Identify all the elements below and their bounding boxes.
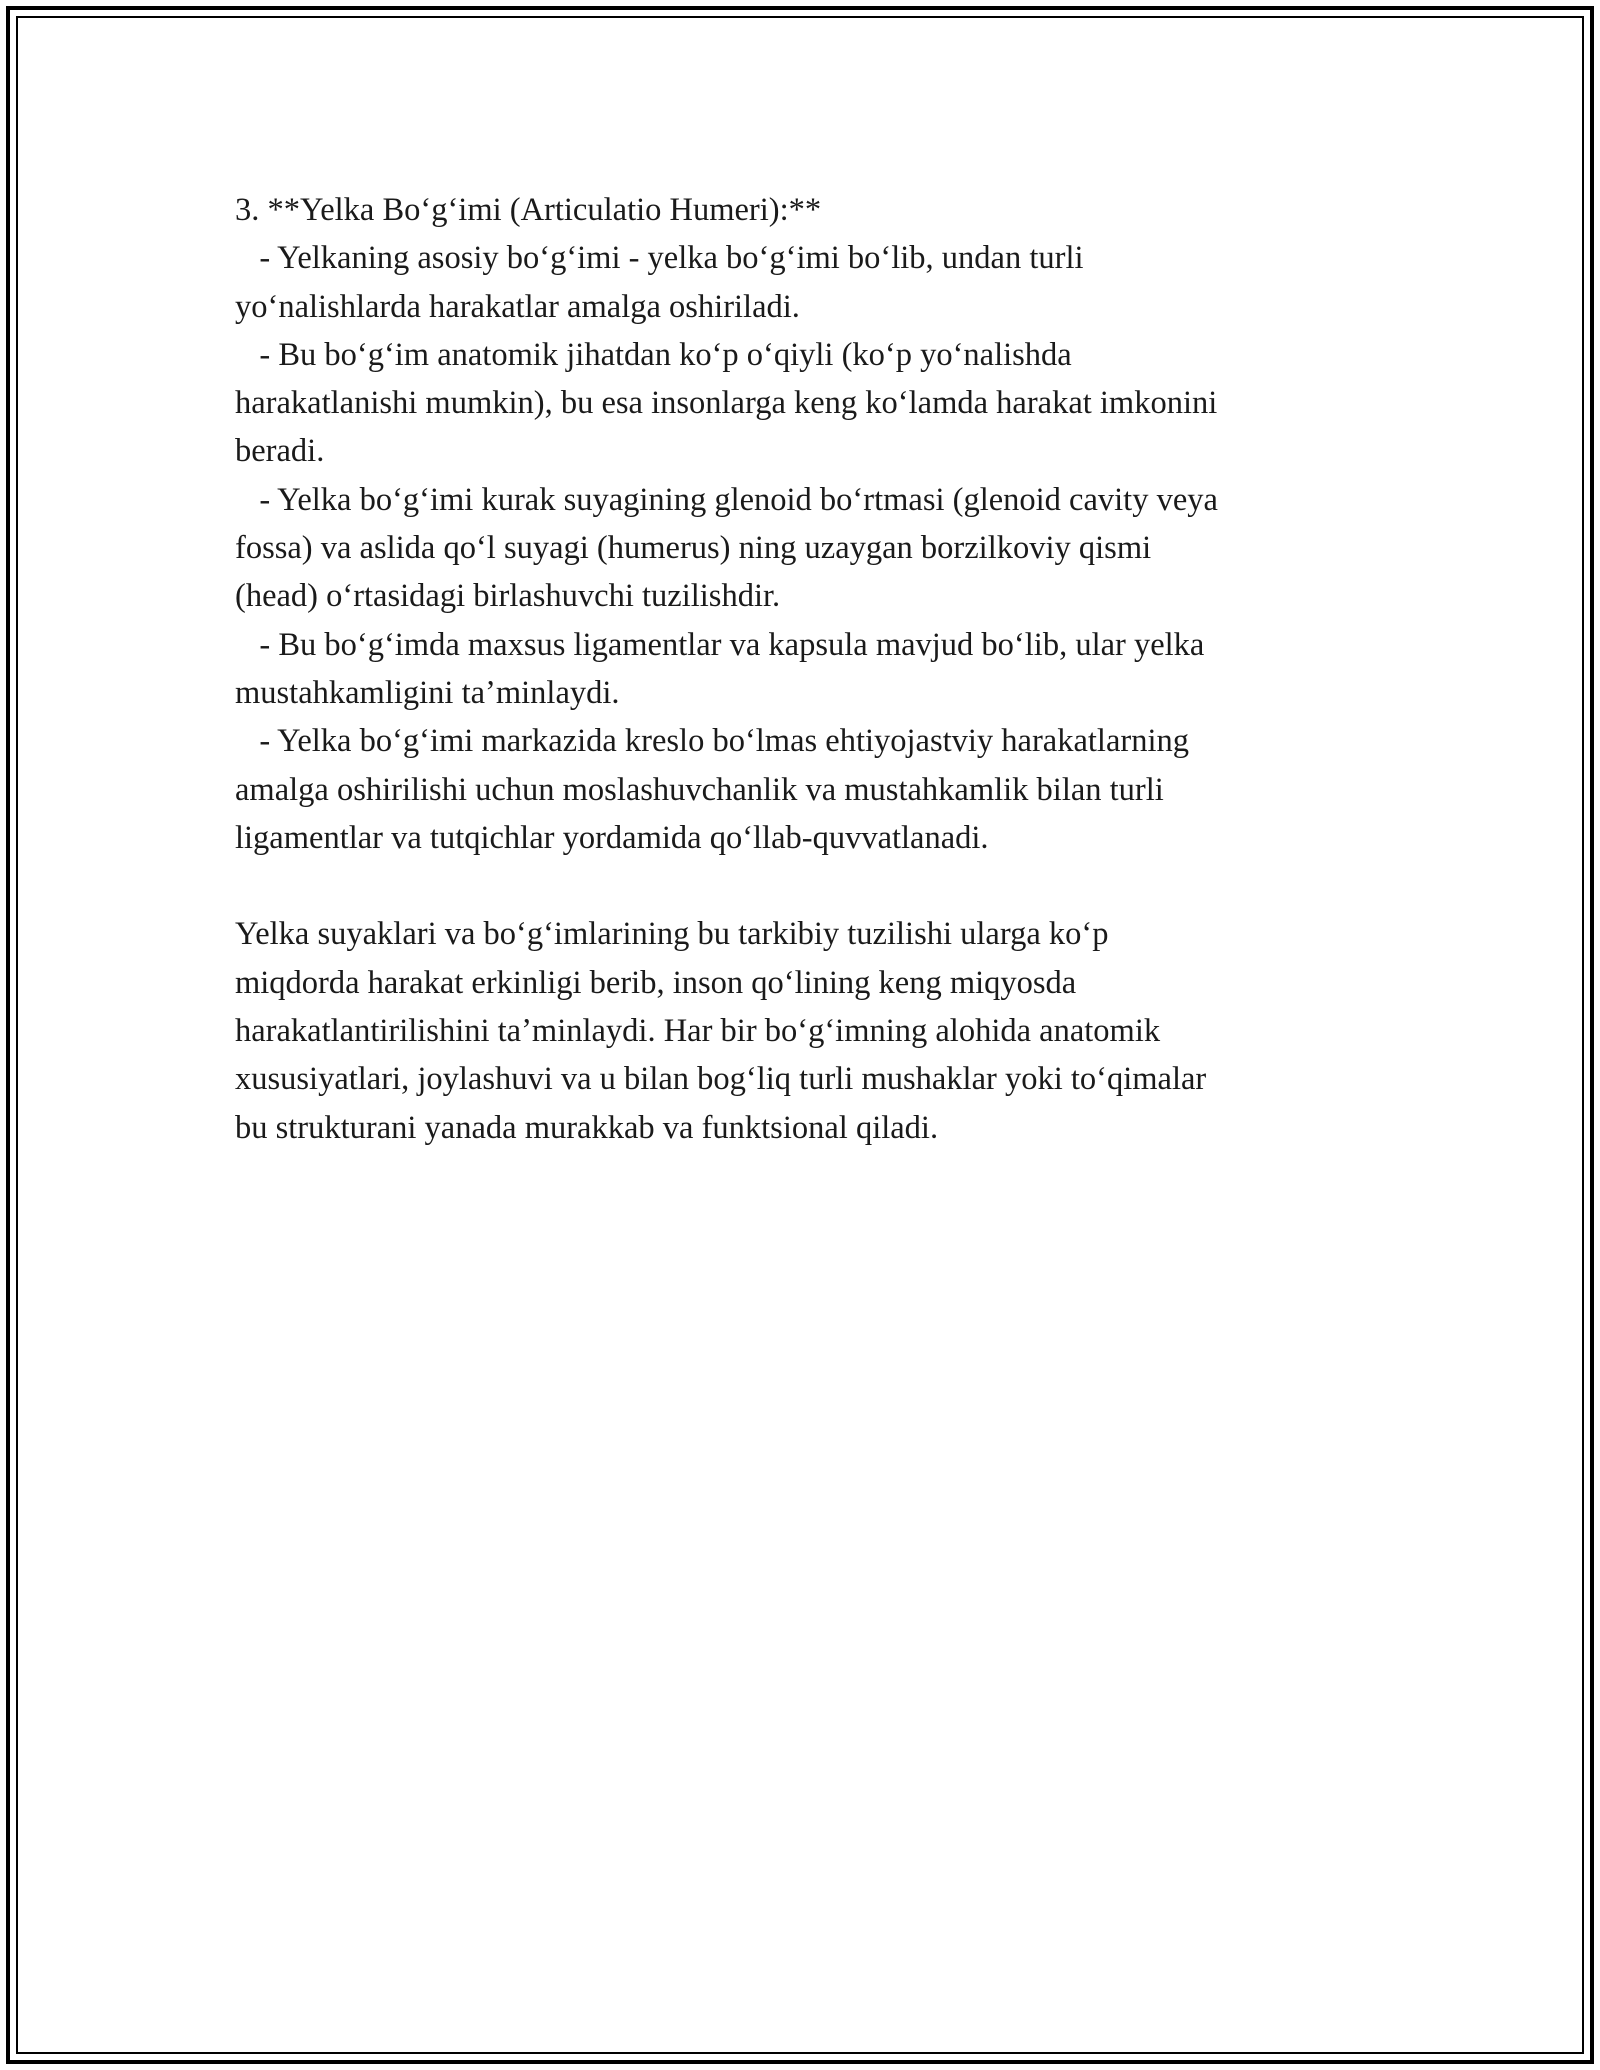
summary-text-line: xususiyatlari, joylashuvi va u bilan bogʻliq turli mushaklar yoki toʻqimalar xyxy=(235,1061,1207,1098)
bullet-text-line: fossa) va aslida qoʻl suyagi (humerus) ning uzaygan borzilkoviy qismi xyxy=(235,530,1152,567)
bullet-text-line: (head) oʻrtasidagi birlashuvchi tuzilishdir. xyxy=(235,578,781,615)
bullet-text-line: mustahkamligini taʼminlaydi. xyxy=(235,674,620,711)
summary-paragraph xyxy=(235,910,1365,1151)
bullet-text-line: ligamentlar va tutqichlar yordamida qoʻllab-quvvatlanadi. xyxy=(235,819,989,856)
bullet-text-line: yoʻnalishlarda harakatlar amalga oshiriladi. xyxy=(235,288,800,325)
bullet-text-line: harakatlanishi mumkin), bu esa insonlarga keng koʻlamda harakat imkonini xyxy=(235,385,1218,422)
bullet-text-line: - Yelka boʻgʻimi kurak suyagining glenoid boʻrtmasi (glenoid cavity veya xyxy=(235,481,1218,518)
bullet-text-line: - Yelka boʻgʻimi markazida kreslo boʻlmas ehtiyojastviy harakatlarning xyxy=(235,723,1189,760)
section-articulatio-humeri xyxy=(235,186,1365,862)
bullet-text-line: beradi. xyxy=(235,433,325,470)
summary-text-line: Yelka suyaklari va boʻgʻimlarining bu tarkibiy tuzilishi ularga koʻp xyxy=(235,916,1109,953)
summary-text-line: miqdorda harakat erkinligi berib, inson qoʻlining keng miqyosda xyxy=(235,964,1077,1001)
bullet-text-line: amalga oshirilishi uchun moslashuvchanlik va mustahkamlik bilan turli xyxy=(235,771,1164,808)
document-body xyxy=(235,186,1365,1152)
summary-text-line: bu strukturani yanada murakkab va funktsional qiladi. xyxy=(235,1109,939,1146)
bullet-text-line: - Bu boʻgʻimda maxsus ligamentlar va kapsula mavjud boʻlib, ular yelka xyxy=(235,626,1205,663)
summary-text-line: harakatlantirilishini taʼminlaydi. Har bir boʻgʻimning alohida anatomik xyxy=(235,1013,1161,1050)
paragraph-spacer xyxy=(235,862,1365,910)
bullet-text-line: - Yelkaning asosiy boʻgʻimi - yelka boʻgʻimi boʻlib, undan turli xyxy=(235,240,1084,277)
bullet-text-line: - Bu boʻgʻim anatomik jihatdan koʻp oʻqiyli (koʻp yoʻnalishda xyxy=(235,336,1072,373)
section-heading: 3. **Yelka Boʻgʻimi (Articulatio Humeri):** xyxy=(235,192,822,228)
